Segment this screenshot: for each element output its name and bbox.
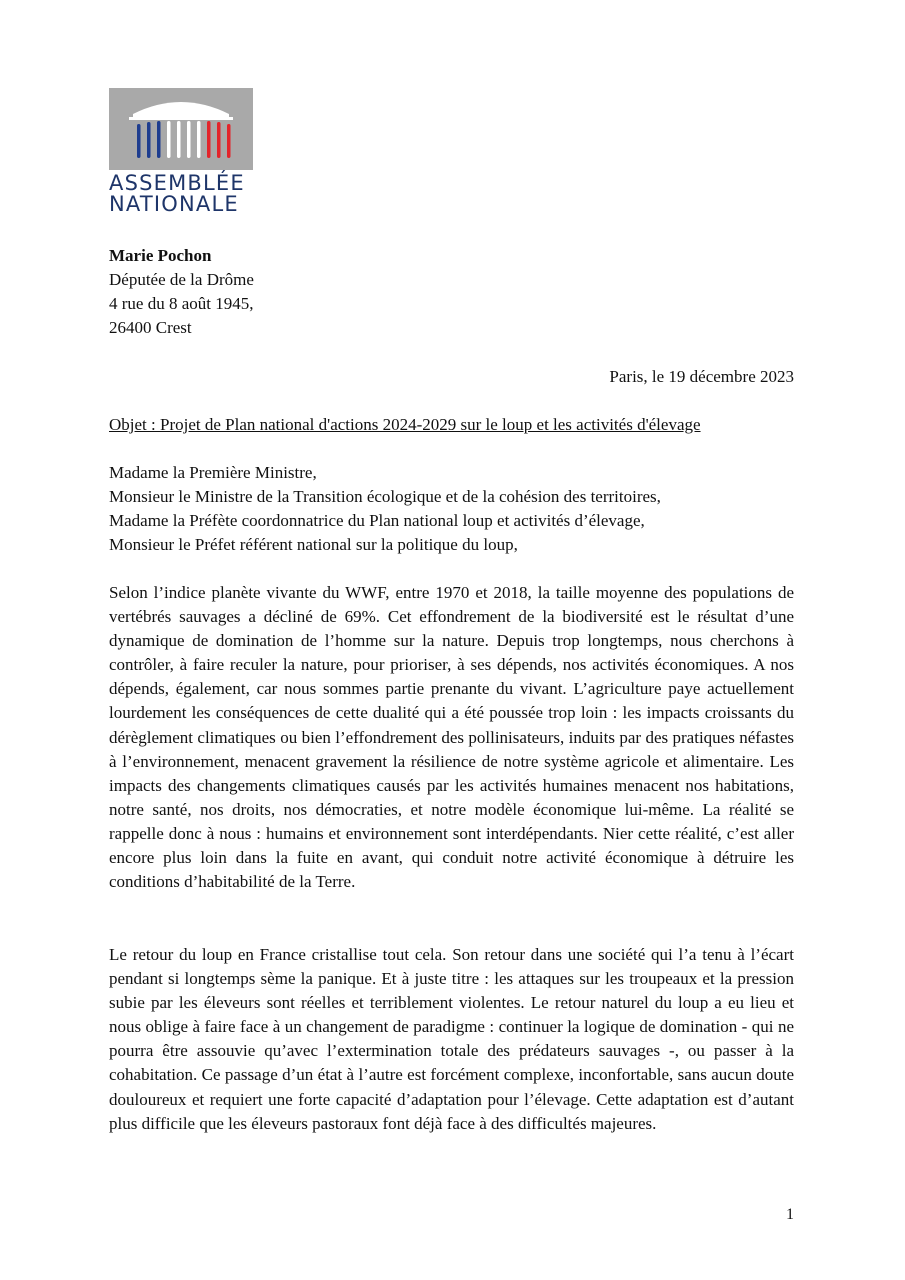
logo-line-2: NATIONALE xyxy=(109,192,239,216)
sender-block xyxy=(109,244,254,340)
addressee: Monsieur le Ministre de la Transition écologique et de la cohésion des territoires, xyxy=(109,487,661,506)
letter-date: Paris, le 19 décembre 2023 xyxy=(609,367,794,386)
page-number: 1 xyxy=(786,1206,794,1223)
assemblee-nationale-logo xyxy=(109,88,253,215)
logo-line-1: ASSEMBLÉE xyxy=(109,171,245,195)
addressee: Madame la Préfète coordonnatrice du Plan national loup et activités d’élevage, xyxy=(109,511,645,530)
hemicycle-emblem-icon xyxy=(109,88,253,170)
addressee: Monsieur le Préfet référent national sur la politique du loup, xyxy=(109,535,518,554)
sender-address-line-2: 26400 Crest xyxy=(109,318,192,337)
letter-subject: Objet : Projet de Plan national d'actions 2024-2029 sur le loup et les activités d'élevage xyxy=(109,415,701,434)
logo-text xyxy=(109,173,253,215)
addressees-block xyxy=(109,461,661,557)
addressee: Madame la Première Ministre, xyxy=(109,463,317,482)
sender-address-line-1: 4 rue du 8 août 1945, xyxy=(109,294,254,313)
sender-name: Marie Pochon xyxy=(109,246,212,265)
body-paragraph-2: Le retour du loup en France cristallise tout cela. Son retour dans une société qui l’a tenu à l’écart pendant si longtemps sème la panique. Et à juste titre : les attaques sur les troupeaux et la pression subie par les éleveurs sont réelles et terriblement violentes. Le retour naturel du loup a eu lieu et nous oblige à faire face à un changement de paradigme : continuer la logique de domination - qui ne pourra être assouvie qu’avec l’extermination totale des prédateurs sauvages -, ou passer à la cohabitation. Ce passage d’un état à l’autre est forcément complexe, inconfortable, sans aucun doute douloureux et requiert une forte capacité d’adaptation pour l’élevage. Cette adaptation est d’autant plus difficile que les éleveurs pastoraux font déjà face à des difficultés majeures. xyxy=(109,945,794,1133)
sender-title: Députée de la Drôme xyxy=(109,270,254,289)
body-paragraph-1: Selon l’indice planète vivante du WWF, entre 1970 et 2018, la taille moyenne des populations de vertébrés sauvages a décliné de 69%. Cet effondrement de la biodiversité est le résultat d’une dynamique de domination de l’homme sur la nature. Depuis trop longtemps, nous cherchons à contrôler, à faire reculer la nature, pour prioriser, à ses dépends, nos activités économiques. A nos dépends, également, car nous sommes partie prenante du vivant. L’agriculture paye actuellement lourdement les conséquences de cette dualité qui a été poussée trop loin : les impacts croissants du dérèglement climatiques ou bien l’effondrement des pollinisateurs, induits par des pratiques néfastes à l’environnement, menacent gravement la résilience de notre système agricole et alimentaire. Les impacts des changements climatiques causés par les activités humaines menacent nos habitations, notre santé, nos droits, nos démocraties, et notre modèle économique lui-même. La réalité se rappelle donc à nous : humains et environnement sont interdépendants. Nier cette réalité, c’est aller encore plus loin dans la fuite en avant, qui conduit notre activité économique à détruire les conditions d’habitabilité de la Terre. xyxy=(109,583,794,892)
